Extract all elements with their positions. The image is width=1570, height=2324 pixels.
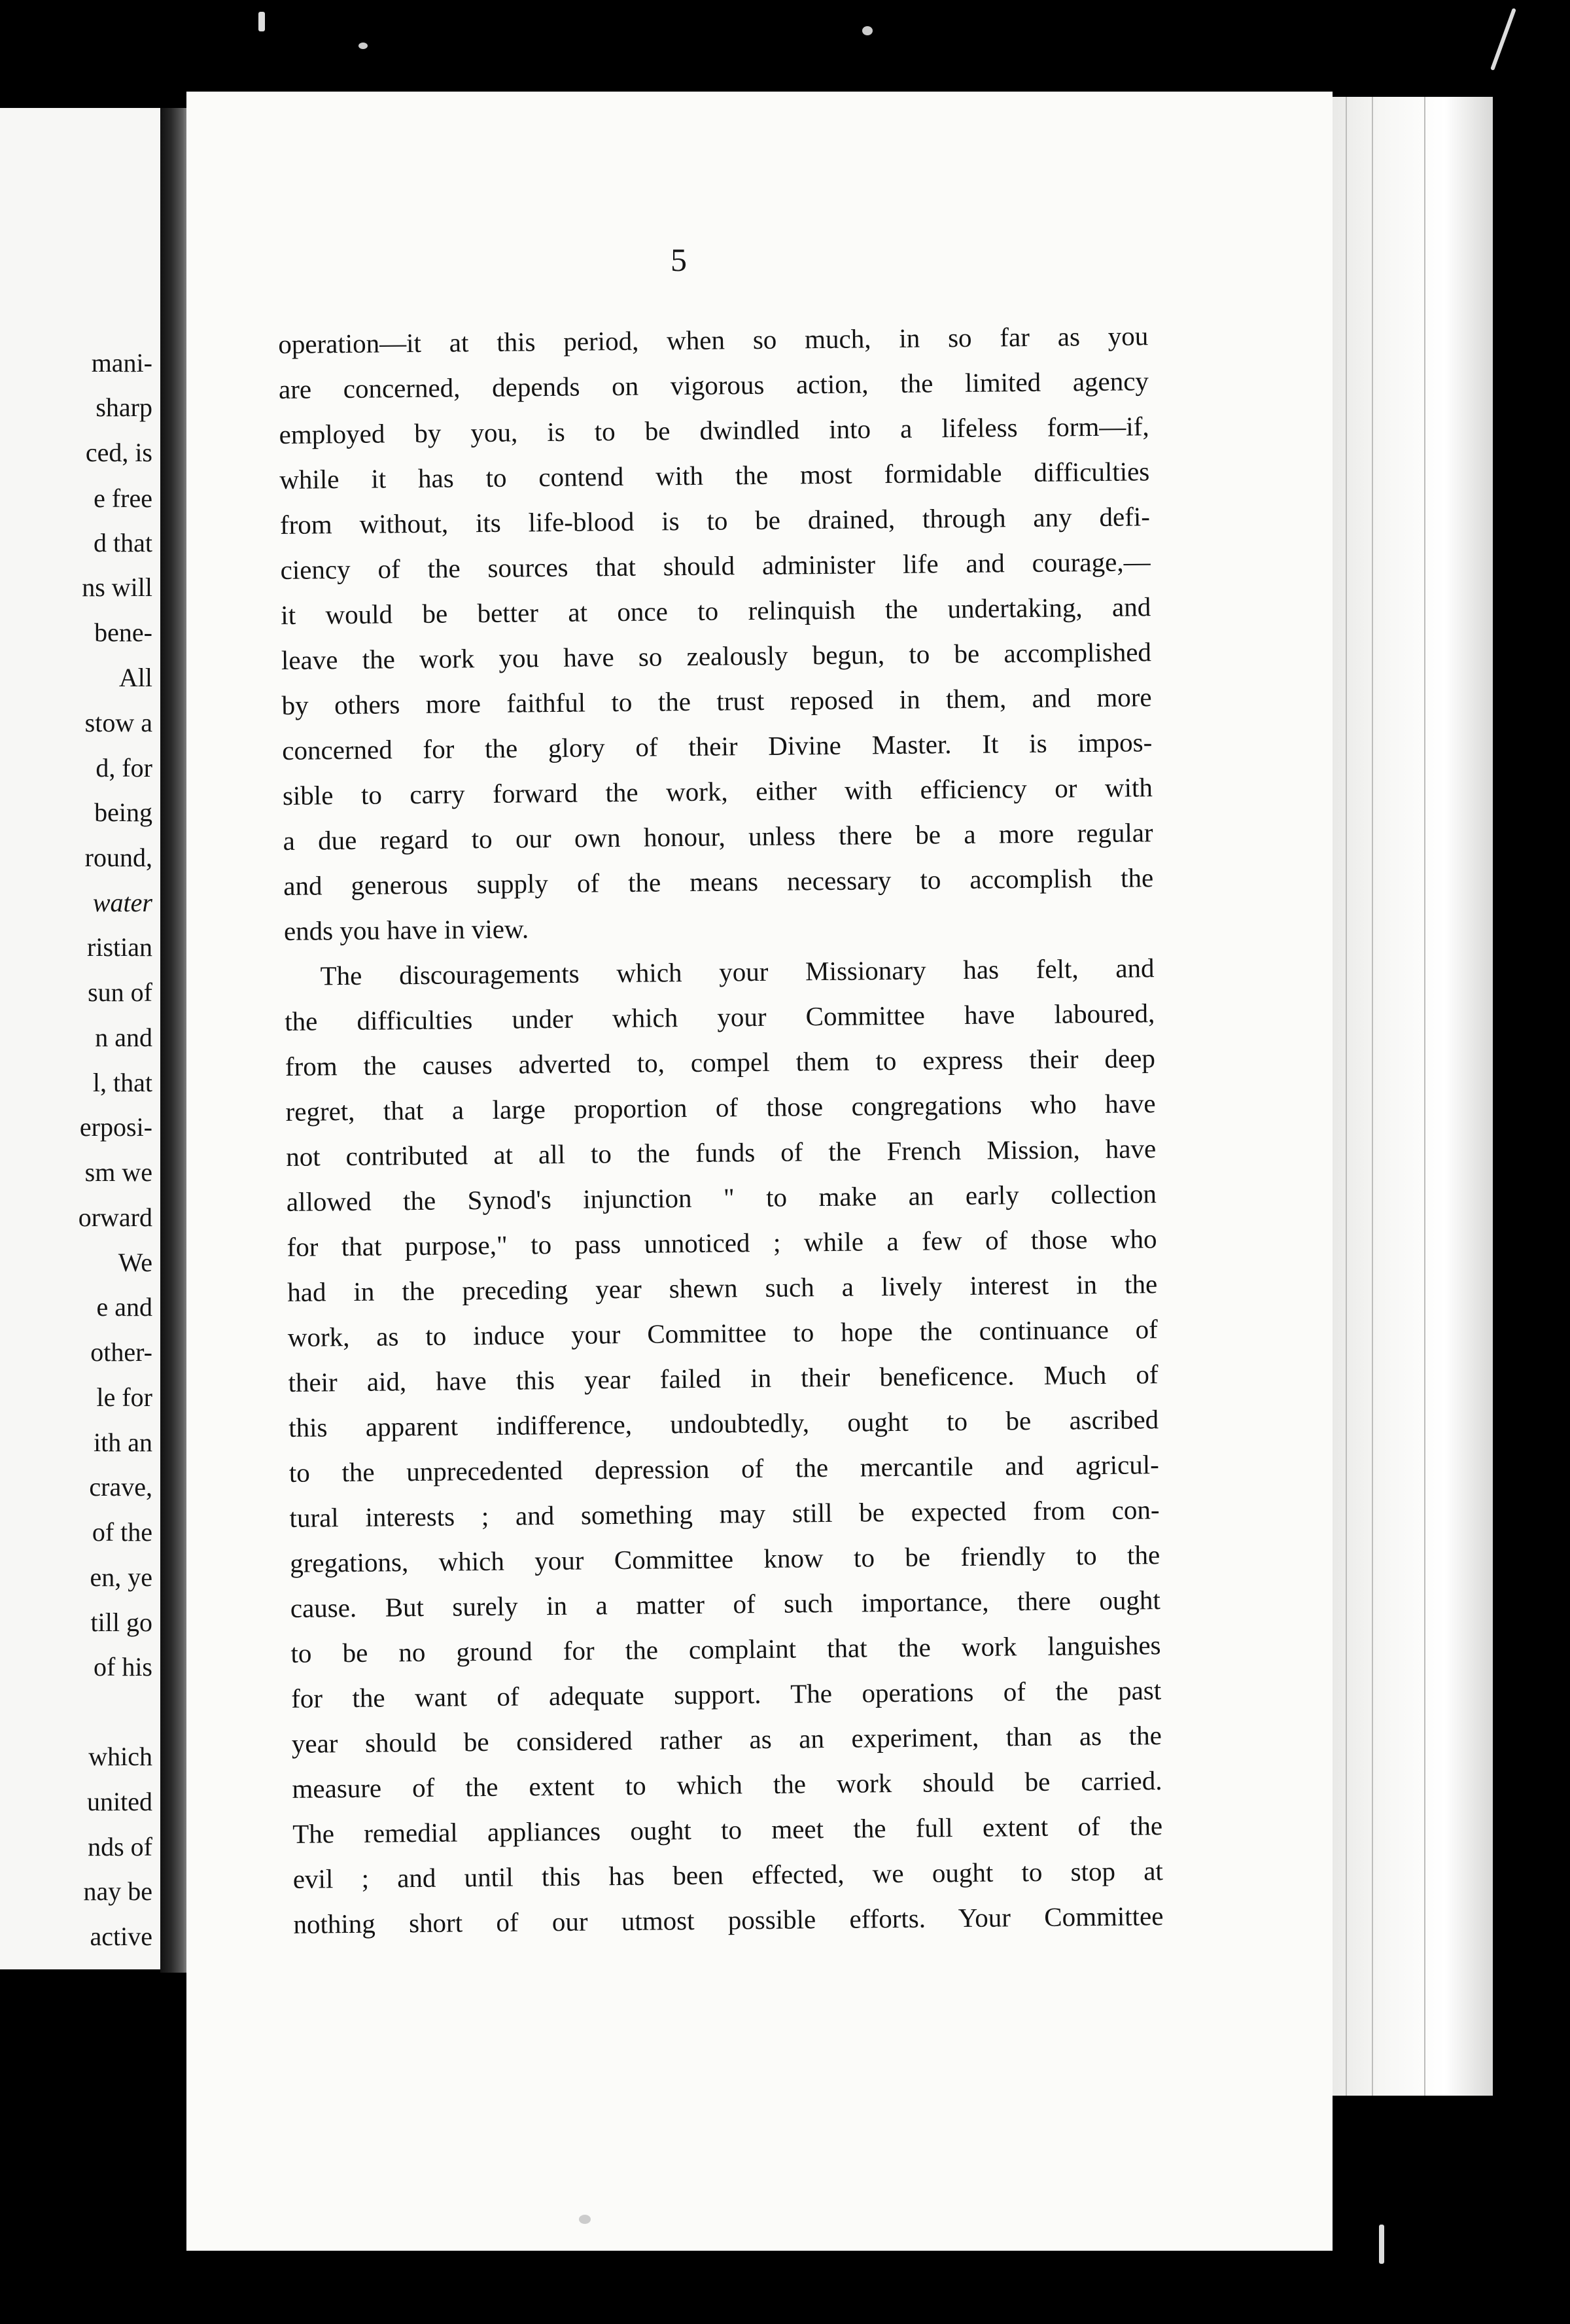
left-page-line: till go xyxy=(90,1608,152,1637)
text-line: to be no ground for the complaint that the work languishes xyxy=(290,1630,1161,1668)
text-line: The discouragements which your Missionary has felt, and xyxy=(320,953,1155,991)
left-page-line: e free xyxy=(94,484,152,513)
left-page-line: united xyxy=(87,1787,152,1816)
left-page-line: water xyxy=(92,888,152,917)
scan-speck xyxy=(1490,8,1516,71)
left-page-line: being xyxy=(94,798,152,827)
left-page-line: l, that xyxy=(92,1068,152,1097)
text-line: to the unprecedented depression of the mercantile and agricul- xyxy=(288,1449,1160,1488)
left-page-line: ristian xyxy=(87,932,152,962)
left-page-line: active xyxy=(90,1922,152,1951)
scan-speck xyxy=(358,43,368,49)
text-line: The remedial appliances ought to meet the full extent of the xyxy=(292,1810,1163,1849)
text-line: allowed the Synod's injunction " to make an early collection xyxy=(286,1178,1157,1217)
left-page-line: n and xyxy=(95,1023,152,1052)
left-page-line: ns will xyxy=(82,572,152,602)
text-line: sible to carry forward the work, either with efficiency or with xyxy=(282,772,1153,811)
text-line: their aid, have this year failed in their beneficence. Much of xyxy=(288,1359,1159,1398)
text-line: ciency of the sources that should administer life and courage,— xyxy=(280,546,1151,585)
text-line: for that purpose," to pass unnoticed ; while a few of those who xyxy=(287,1224,1157,1262)
text-line: evil ; and until this has been effected, we ought to stop at xyxy=(292,1856,1164,1894)
left-page-line: d that xyxy=(94,528,152,557)
left-page-line: bene- xyxy=(94,618,152,647)
left-page-line: which xyxy=(88,1742,152,1771)
text-line: operation—it at this period, when so much, in so far as you xyxy=(278,321,1149,359)
left-page-line: stow a xyxy=(84,708,152,737)
left-page-line: orward xyxy=(78,1203,152,1232)
left-page-line: ith an xyxy=(94,1428,152,1457)
text-line: work, as to induce your Committee to hope the continuance of xyxy=(287,1314,1159,1352)
text-line: from the causes adverted to, compel them to express their deep xyxy=(285,1043,1156,1082)
left-page-line: round, xyxy=(84,843,152,872)
text-line: by others more faithful to the trust reposed in them, and more xyxy=(281,682,1152,720)
scan-speck xyxy=(862,26,873,35)
left-page-line: d, for xyxy=(96,753,152,783)
left-page-line: of his xyxy=(94,1652,152,1681)
text-line: had in the preceding year shewn such a lively interest in the xyxy=(287,1269,1158,1307)
left-page-line: nds of xyxy=(88,1832,152,1861)
left-page-line: mani- xyxy=(91,348,152,378)
left-page-line: sharp xyxy=(96,393,152,422)
text-line: a due regard to our own honour, unless there be a more regular xyxy=(283,817,1153,856)
scan-speck xyxy=(579,2215,591,2224)
text-line: tural interests ; and something may still be expected from con- xyxy=(289,1494,1160,1533)
text-line: measure of the extent to which the work should be carried. xyxy=(292,1765,1162,1804)
page-edges xyxy=(1333,97,1493,2096)
body-text xyxy=(278,313,1164,1947)
text-line: gregations, which your Committee know to be friendly to the xyxy=(289,1540,1160,1578)
text-line: employed by you, is to be dwindled into a lifeless form—if, xyxy=(279,411,1149,449)
scan-speck xyxy=(1379,2225,1384,2264)
text-line: and generous supply of the means necessary to accomplish the xyxy=(283,862,1154,901)
text-line: leave the work you have so zealously begun, to be accomplished xyxy=(281,637,1152,675)
left-page-line: We xyxy=(118,1248,152,1277)
left-page-line: All xyxy=(118,663,152,692)
text-line: from without, its life-blood is to be drained, through any defi- xyxy=(279,501,1151,540)
page-number: 5 xyxy=(671,241,687,278)
text-line: concerned for the glory of their Divine Master. It is impos- xyxy=(282,727,1153,766)
text-line: this apparent indifference, undoubtedly, ought to be ascribed xyxy=(288,1404,1159,1443)
text-line: for the want of adequate support. The operations of the past xyxy=(290,1675,1162,1714)
left-page-line: crave, xyxy=(89,1472,152,1502)
left-page-line: nay be xyxy=(83,1876,152,1906)
left-page-line: ced, is xyxy=(85,438,152,467)
text-line: it would be better at once to relinquish the undertaking, and xyxy=(281,591,1151,630)
book-gutter xyxy=(160,108,188,1973)
left-page-line: le for xyxy=(96,1382,152,1412)
left-page-line: sun of xyxy=(88,977,152,1007)
text-line: nothing short of our utmost possible efforts. Your Committee xyxy=(293,1901,1164,1939)
left-page-line: of the xyxy=(92,1517,152,1547)
text-line: ends you have in view. xyxy=(283,913,529,946)
text-line: not contributed at all to the funds of the French Mission, have xyxy=(286,1133,1157,1172)
text-line: the difficulties under which your Committee have laboured, xyxy=(285,998,1155,1036)
scan-speck xyxy=(258,12,265,31)
text-line: regret, that a large proportion of those congregations who have xyxy=(285,1088,1156,1127)
left-page-line: e and xyxy=(96,1292,152,1322)
left-page-line: en, ye xyxy=(90,1562,152,1592)
left-page-line: other- xyxy=(90,1337,152,1367)
text-line: are concerned, depends on vigorous action, the limited agency xyxy=(278,366,1149,404)
left-page-line: erposi- xyxy=(79,1112,152,1142)
text-line: while it has to contend with the most formidable difficulties xyxy=(279,456,1150,495)
text-line: year should be considered rather as an experiment, than as the xyxy=(291,1720,1162,1759)
text-line: cause. But surely in a matter of such importance, there ought xyxy=(290,1585,1161,1623)
left-page-line: sm we xyxy=(84,1157,152,1187)
left-page-fragment xyxy=(0,108,160,1969)
